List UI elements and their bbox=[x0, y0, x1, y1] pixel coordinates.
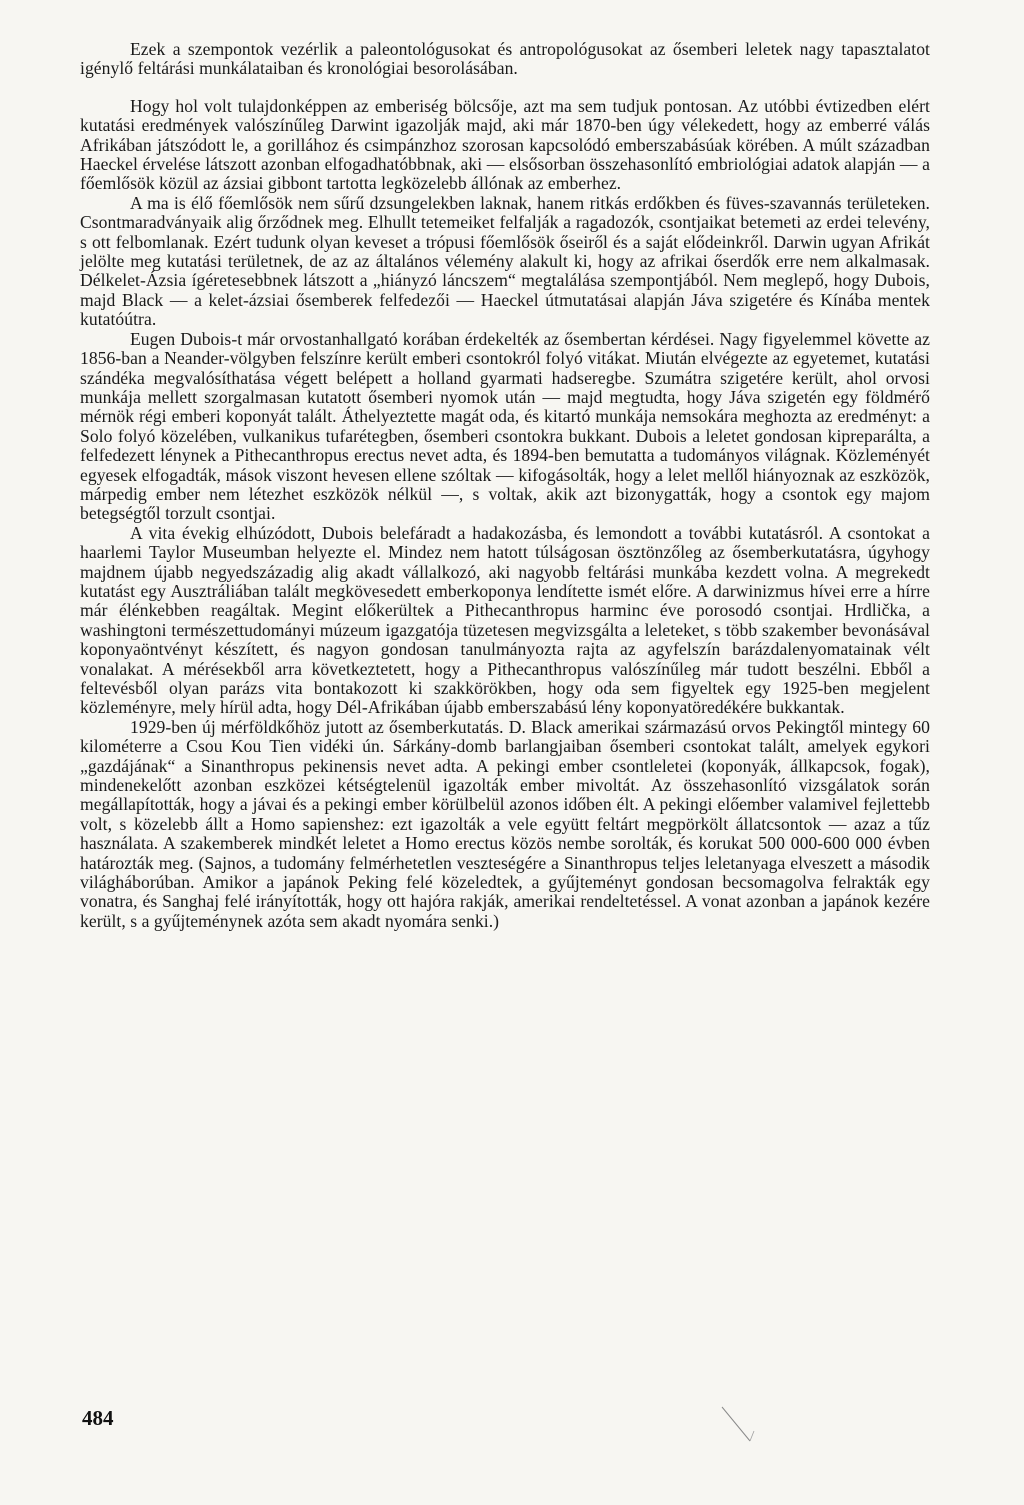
page-body bbox=[80, 40, 930, 931]
paragraph: Ezek a szempontok vezérlik a paleontológusokat és antropológusokat az ősemberi leletek nagy tapasztalatot igénylő feltárási munkálataiban és kronológiai besorolásában. bbox=[80, 39, 930, 79]
paragraph: Eugen Dubois-t már orvostanhallgató korában érdekelték az ősembertan kérdései. Nagy figyelemmel követte az 1856-ban a Neander-völgyben felszínre került emberi csontokról folyó vitákat. Miután elvégezte az egyetemet, kutatási szándéka megvalósíthatása végett belépett a holland gyarmati hadseregbe. Szumátra szigetére került, ahol orvosi munkája mellett szorgalmasan kutatott ősemberi nyomok után — majd megtudta, hogy Jáva szigetén egy földmérő mérnök régi emberi koponyát talált. Áthelyeztette magát oda, és kitartó munkája nemsokára meghozta az eredményt: a Solo folyó közelében, vulkanikus tufarétegben, ősemberi csontokra bukkant. Dubois a leletet gondosan kipreparálta, a felfedezett lénynek a Pithecanthropus erectus nevet adta, és 1894-ben bemutatta a tudományos világnak. Közleményét egyesek elfogadták, mások viszont hevesen ellene szóltak — kifogásolták, hogy a lelet mellől hiányoznak az eszközök, márpedig ember nem létezhet eszközök nélkül —, s voltak, akik azt bizonygatták, hogy a csontok egy majom betegségtől torzult csontjai. bbox=[80, 328, 930, 524]
paragraph: Hogy hol volt tulajdonképpen az emberiség bölcsője, azt ma sem tudjuk pontosan. Az utóbbi évtizedben elért kutatási eredmények valószínűleg Darwint igazolják majd, aki már 1870-ben úgy vélekedett, hogy az emberré válás Afrikában játszódott le, a gorillához és csimpánzhoz szorosan kapcsolódó emberszabásúak körében. A múlt században Haeckel érvelése látszott azonban elfogadhatóbbnak, aki — elsősorban összehasonlító embriológiai adatok alapján — a főemlősök közül az ázsiai gibbont tartotta legközelebb állónak az emberhez. bbox=[80, 95, 930, 194]
page-number: 484 bbox=[82, 1406, 114, 1430]
paragraph: 1929-ben új mérföldkőhöz jutott az ősemberkutatás. D. Black amerikai származású orvos Pekingtől mintegy 60 kilométerre a Csou Kou Tien vidéki ún. Sárkány-domb barlangjaiban ősemberi csontokat talált, amelyek egykori „gazdájának“ a Sinanthropus pekinensis nevet adta. A pekingi ember csontleletei (koponyák, állkapcsok, fogak), mindenekelőtt azonban eszközei kétségtelenül igazolták ember mivoltát. Az összehasonlító vizsgálatok során megállapították, hogy a jávai és a pekingi ember körülbelül azonos időben élt. A pekingi előember valamivel fejlettebb volt, s közelebb állt a Homo sapienshez: ezt igazolták a vele együtt feltárt megpörkölt állatcsontok — azaz a tűz használata. A szakemberek mindkét leletet a Homo erectus közös nembe sorolták, és korukat 500 000-600 000 évben határozták meg. (Sajnos, a tudomány felmérhetetlen veszteségére a Sinanthropus teljes leletanyaga elveszett a második világháborúban. Amikor a japánok Peking felé közeledtek, a gyűjteményt gondosan becsomagolva felrakták egy vonatra, és Sanghaj felé irányították, hogy ott hajóra rakják, amerikai rendeltetéssel. A vonat azonban a japánok kezére került, s a gyűjteménynek azóta sem akadt nyomára senki.) bbox=[80, 716, 930, 931]
paragraph: A ma is élő főemlősök nem sűrű dzsungelekben laknak, hanem ritkás erdőkben és füves-szavannás területeken. Csontmaradványaik alig őrződnek meg. Elhullt tetemeiket felfalják a ragadozók, csontjaikat betemeti az erdei televény, s ott felbomlanak. Ezért tudunk olyan keveset a trópusi főemlősök őseiről és a saját elődeinkről. Darwin ugyan Afrikát jelölte meg kutatási területnek, de az az általános vélemény alakult ki, hogy az afrikai őserdők erre nem alkalmasak. Délkelet-Ázsia ígéretesebbnek látszott a „hiányzó láncszem“ megtalálása szempontjából. Nem meglepő, hogy Dubois, majd Black — a kelet-ázsiai ősemberek felfedezői — Haeckel útmutatásai alapján Jáva szigetére és Kínába mentek kutatóútra. bbox=[80, 192, 930, 330]
scan-artifact-icon bbox=[720, 1405, 780, 1445]
paragraph: A vita évekig elhúzódott, Dubois belefáradt a hadakozásba, és lemondott a további kutatásról. A csontokat a haarlemi Taylor Museumban helyezte el. Mindez nem hatott túlságosan ösztönzőleg az ősemberkutatásra, úgyhogy majdnem újabb negyedszázadig alig akadt vállalkozó, aki nagyobb feltárási munkába kezdett volna. A megrekedt kutatást egy Ausztráliában talált megkövesedett emberkoponya lendítette ismét előre. A darwinizmus hívei erre a hírre már élénkebben reagáltak. Megint előkerültek a Pithecanthropus harminc éve porosodó csontjai. Hrdlička, a washingtoni természettudományi múzeum igazgatója tüzetesen megvizsgálta a leleteket, s több szakember bevonásával koponyaöntvényt készített, és nagyon gondosan tanulmányozta rajta az agyfelszín barázdalenyomatainak vélt vonalakat. A mérésekből arra következtetett, hogy a Pithecanthropus valószínűleg már tudott beszélni. Ebből a feltevésből olyan parázs vita bontakozott ki szakkörökben, hogy oda sem figyeltek egy 1925-ben megjelent közleményre, mely hírül adta, hogy Dél-Afrikában újabb emberszabású lény koponyatöredékére bukkantak. bbox=[80, 522, 930, 718]
